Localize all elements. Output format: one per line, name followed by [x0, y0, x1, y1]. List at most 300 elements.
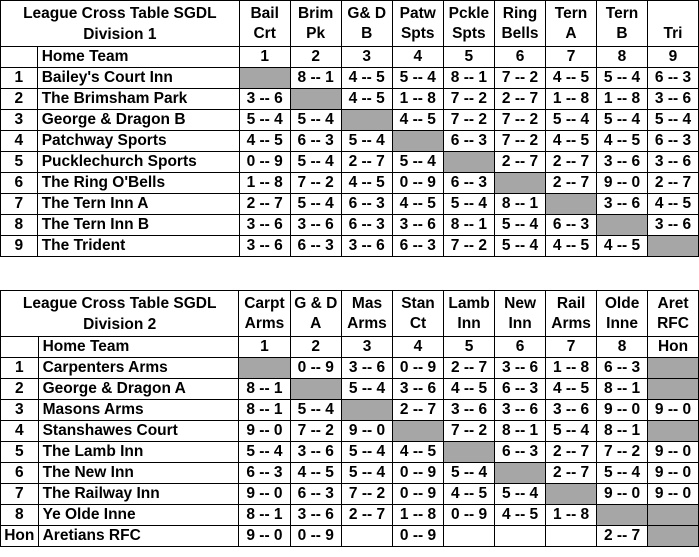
blocked-cell — [648, 505, 699, 526]
result-cell: 4 -- 5 — [597, 131, 648, 152]
table-row — [1, 379, 699, 400]
result-cell: 5 -- 4 — [239, 110, 290, 131]
result-cell: 5 -- 4 — [597, 68, 648, 89]
result-cell — [341, 526, 392, 547]
result-cell: 5 -- 4 — [341, 463, 392, 484]
table-row — [1, 400, 699, 421]
result-cell: 4 -- 5 — [443, 379, 494, 400]
column-number: 8 — [597, 337, 648, 358]
blocked-cell — [290, 379, 341, 400]
result-cell: 7 -- 2 — [290, 173, 341, 194]
division-2-cross-table — [0, 290, 699, 547]
team-name: The Ring O'Bells — [37, 173, 239, 194]
row-number: 7 — [1, 194, 38, 215]
result-cell: 6 -- 3 — [443, 131, 494, 152]
column-header — [443, 1, 494, 47]
column-header-line-1: G & D — [294, 294, 338, 312]
column-header-line-1: Bail — [250, 4, 279, 22]
team-name: Pucklechurch Sports — [37, 152, 239, 173]
result-cell: 3 -- 6 — [341, 236, 392, 257]
blocked-cell — [648, 526, 699, 547]
result-cell: 2 -- 7 — [443, 358, 494, 379]
column-header — [290, 291, 341, 337]
row-number: 1 — [1, 358, 39, 379]
home-team-label: Home Team — [37, 47, 239, 68]
result-cell: 5 -- 4 — [495, 484, 546, 505]
column-header — [393, 291, 444, 337]
result-cell: 9 -- 0 — [341, 421, 392, 442]
column-header-line-2: Spts — [452, 24, 486, 42]
result-cell: 3 -- 6 — [546, 400, 597, 421]
result-cell: 1 -- 8 — [239, 173, 290, 194]
row-number: 2 — [1, 89, 38, 110]
row-number: 5 — [1, 152, 38, 173]
column-number: 1 — [239, 47, 290, 68]
column-number: 9 — [647, 47, 698, 68]
row-number: Hon — [1, 526, 39, 547]
result-cell: 8 -- 1 — [239, 379, 290, 400]
team-name: Patchway Sports — [37, 131, 239, 152]
result-cell: 7 -- 2 — [341, 484, 392, 505]
row-number: 4 — [1, 421, 39, 442]
column-header-line-1: Rail — [556, 294, 586, 312]
column-header — [546, 291, 597, 337]
team-name: The Railway Inn — [38, 484, 239, 505]
table-row — [1, 131, 699, 152]
blocked-cell — [546, 484, 597, 505]
column-number: 5 — [443, 47, 494, 68]
result-cell: 3 -- 6 — [647, 215, 698, 236]
result-cell: 3 -- 6 — [341, 358, 392, 379]
result-cell: 2 -- 7 — [341, 505, 392, 526]
blocked-cell — [239, 68, 290, 89]
result-cell: 2 -- 7 — [341, 152, 392, 173]
column-header-line-2: Arms — [244, 314, 285, 332]
result-cell: 5 -- 4 — [392, 68, 443, 89]
blocked-cell — [597, 505, 648, 526]
result-cell: 6 -- 3 — [290, 484, 341, 505]
column-header-line-2: Inne — [606, 314, 639, 332]
result-cell: 9 -- 0 — [239, 526, 290, 547]
result-cell: 8 -- 1 — [495, 194, 546, 215]
blocked-cell — [648, 421, 699, 442]
column-header-line-2: RFC — [657, 314, 689, 332]
result-cell: 4 -- 5 — [239, 131, 290, 152]
result-cell: 5 -- 4 — [443, 194, 494, 215]
result-cell: 4 -- 5 — [341, 68, 392, 89]
column-header — [648, 291, 699, 337]
result-cell: 4 -- 5 — [495, 505, 546, 526]
team-name: The New Inn — [38, 463, 239, 484]
table-row — [1, 152, 699, 173]
column-header-line-2: B — [616, 24, 628, 42]
result-cell: 7 -- 2 — [495, 68, 546, 89]
column-header-line-2: Inn — [457, 314, 481, 332]
column-header-line-1: Olde — [604, 294, 640, 312]
result-cell: 9 -- 0 — [239, 421, 290, 442]
column-header-line-1: Ring — [502, 4, 538, 22]
title-line-2: Division 2 — [83, 315, 157, 333]
blocked-cell — [341, 400, 392, 421]
column-header-line-2: Crt — [253, 24, 276, 42]
column-header-line-1: Patw — [399, 4, 436, 22]
row-number: 7 — [1, 484, 39, 505]
result-cell: 3 -- 6 — [647, 152, 698, 173]
result-cell: 7 -- 2 — [443, 110, 494, 131]
header-row — [1, 1, 699, 47]
result-cell: 6 -- 3 — [647, 68, 698, 89]
result-cell: 8 -- 1 — [239, 400, 290, 421]
table-row — [1, 505, 699, 526]
table-row — [1, 484, 699, 505]
result-cell: 7 -- 2 — [443, 236, 494, 257]
row-number: 8 — [1, 505, 39, 526]
result-cell: 4 -- 5 — [597, 236, 648, 257]
result-cell: 2 -- 7 — [546, 463, 597, 484]
result-cell: 0 -- 9 — [393, 358, 444, 379]
column-number: 4 — [393, 337, 444, 358]
result-cell: 2 -- 7 — [546, 152, 597, 173]
result-cell: 4 -- 5 — [443, 484, 494, 505]
result-cell: 9 -- 0 — [597, 484, 648, 505]
result-cell — [495, 526, 546, 547]
result-cell: 6 -- 3 — [546, 215, 597, 236]
table-row — [1, 421, 699, 442]
row-number: 1 — [1, 68, 38, 89]
result-cell: 6 -- 3 — [495, 442, 546, 463]
result-cell: 3 -- 6 — [443, 400, 494, 421]
division-1-cross-table — [0, 0, 699, 257]
title-line-1: League Cross Table SGDL — [23, 4, 217, 22]
column-header-line-1: G& D — [347, 4, 387, 22]
result-cell: 6 -- 3 — [443, 173, 494, 194]
result-cell: 3 -- 6 — [239, 215, 290, 236]
result-cell: 4 -- 5 — [341, 89, 392, 110]
table-row — [1, 442, 699, 463]
table-row — [1, 463, 699, 484]
result-cell: 7 -- 2 — [443, 89, 494, 110]
team-name: Stanshawes Court — [38, 421, 239, 442]
column-number: 1 — [239, 337, 290, 358]
result-cell: 4 -- 5 — [392, 110, 443, 131]
result-cell: 3 -- 6 — [495, 400, 546, 421]
column-header-line-2: Arms — [347, 314, 387, 332]
result-cell — [443, 526, 494, 547]
result-cell: 5 -- 4 — [597, 110, 648, 131]
result-cell: 8 -- 1 — [597, 379, 648, 400]
result-cell: 1 -- 8 — [393, 505, 444, 526]
column-header-line-1: Tern — [554, 4, 588, 22]
result-cell: 7 -- 2 — [443, 421, 494, 442]
column-header-line-2: Spts — [400, 24, 435, 42]
column-header-line-2: Bells — [501, 24, 539, 42]
team-name: The Trident — [37, 236, 239, 257]
column-header-line-2: Inn — [508, 314, 532, 332]
result-cell: 6 -- 3 — [341, 215, 392, 236]
result-cell: 4 -- 5 — [290, 463, 341, 484]
row-number: 2 — [1, 379, 39, 400]
result-cell: 2 -- 7 — [393, 400, 444, 421]
result-cell: 2 -- 7 — [495, 89, 546, 110]
column-number: 7 — [546, 47, 597, 68]
result-cell: 7 -- 2 — [495, 131, 546, 152]
column-header — [495, 291, 546, 337]
result-cell: 2 -- 7 — [546, 442, 597, 463]
row-number: 3 — [1, 110, 38, 131]
blocked-cell — [392, 131, 443, 152]
result-cell: 8 -- 1 — [443, 215, 494, 236]
table-row — [1, 526, 699, 547]
column-header — [597, 1, 648, 47]
result-cell: 5 -- 4 — [495, 236, 546, 257]
result-cell: 1 -- 8 — [597, 89, 648, 110]
blocked-cell — [546, 194, 597, 215]
table-row — [1, 89, 699, 110]
column-header-line-1: Stan — [401, 294, 435, 312]
row-number: 6 — [1, 463, 39, 484]
result-cell: 8 -- 1 — [239, 505, 290, 526]
result-cell: 6 -- 3 — [341, 194, 392, 215]
column-number: 3 — [341, 47, 392, 68]
result-cell: 2 -- 7 — [647, 173, 698, 194]
result-cell: 7 -- 2 — [597, 442, 648, 463]
result-cell: 2 -- 7 — [597, 526, 648, 547]
column-header-line-2: Tri — [663, 24, 683, 42]
column-header-line-1: Mas — [351, 294, 383, 312]
result-cell: 5 -- 4 — [597, 463, 648, 484]
team-name: The Lamb Inn — [38, 442, 239, 463]
result-cell — [546, 526, 597, 547]
team-name: The Tern Inn A — [37, 194, 239, 215]
result-cell: 6 -- 3 — [239, 463, 290, 484]
blank-cell — [1, 337, 39, 358]
result-cell: 5 -- 4 — [290, 400, 341, 421]
result-cell: 8 -- 1 — [495, 421, 546, 442]
team-name: Aretians RFC — [38, 526, 239, 547]
result-cell: 5 -- 4 — [290, 152, 341, 173]
result-cell: 6 -- 3 — [495, 379, 546, 400]
blocked-cell — [648, 358, 699, 379]
blocked-cell — [648, 379, 699, 400]
result-cell: 2 -- 7 — [546, 173, 597, 194]
column-header-line-1: Carpt — [244, 294, 285, 312]
table-row — [1, 215, 699, 236]
table-row — [1, 358, 699, 379]
column-header — [597, 291, 648, 337]
result-cell: 6 -- 3 — [290, 131, 341, 152]
blocked-cell — [443, 152, 494, 173]
result-cell: 1 -- 8 — [392, 89, 443, 110]
result-cell: 3 -- 6 — [290, 442, 341, 463]
result-cell: 4 -- 5 — [546, 379, 597, 400]
result-cell: 2 -- 7 — [495, 152, 546, 173]
result-cell: 0 -- 9 — [393, 526, 444, 547]
column-number: 8 — [597, 47, 648, 68]
result-cell: 6 -- 3 — [290, 236, 341, 257]
column-header — [341, 1, 392, 47]
table-title — [1, 291, 239, 337]
table-row — [1, 173, 699, 194]
column-header — [290, 1, 341, 47]
result-cell: 4 -- 5 — [393, 442, 444, 463]
column-header — [546, 1, 597, 47]
result-cell: 3 -- 6 — [597, 152, 648, 173]
column-header-line-1: Aret — [657, 294, 689, 312]
result-cell: 9 -- 0 — [597, 173, 648, 194]
result-cell: 5 -- 4 — [392, 152, 443, 173]
team-name: The Tern Inn B — [37, 215, 239, 236]
column-header-line-2: Pk — [306, 24, 326, 42]
column-header — [495, 1, 546, 47]
column-header-line-2: A — [310, 314, 322, 332]
blocked-cell — [393, 421, 444, 442]
column-number-row — [1, 337, 699, 358]
result-cell: 6 -- 3 — [392, 236, 443, 257]
team-name: Masons Arms — [38, 400, 239, 421]
result-cell: 5 -- 4 — [546, 421, 597, 442]
column-number: 4 — [392, 47, 443, 68]
result-cell: 3 -- 6 — [647, 89, 698, 110]
result-cell: 5 -- 4 — [341, 131, 392, 152]
table-row — [1, 110, 699, 131]
column-header — [443, 291, 494, 337]
title-line-1: League Cross Table SGDL — [22, 294, 217, 312]
blocked-cell — [341, 110, 392, 131]
result-cell: 9 -- 0 — [648, 400, 699, 421]
result-cell: 9 -- 0 — [648, 484, 699, 505]
blocked-cell — [495, 463, 546, 484]
result-cell: 4 -- 5 — [546, 131, 597, 152]
result-cell: 5 -- 4 — [341, 379, 392, 400]
team-name: George & Dragon B — [37, 110, 239, 131]
table-row — [1, 194, 699, 215]
blocked-cell — [597, 215, 648, 236]
column-header — [341, 291, 392, 337]
column-number: 2 — [290, 47, 341, 68]
column-number: 3 — [341, 337, 392, 358]
result-cell: 8 -- 1 — [443, 68, 494, 89]
column-number-row — [1, 47, 699, 68]
blocked-cell — [443, 442, 494, 463]
column-header-line-1: Tern — [605, 4, 639, 22]
blank-cell — [1, 47, 38, 68]
team-name: Ye Olde Inne — [38, 505, 239, 526]
result-cell: 5 -- 4 — [443, 463, 494, 484]
result-cell: 3 -- 6 — [239, 236, 290, 257]
result-cell: 3 -- 6 — [393, 379, 444, 400]
result-cell: 0 -- 9 — [443, 505, 494, 526]
row-number: 3 — [1, 400, 39, 421]
team-name: Carpenters Arms — [38, 358, 239, 379]
result-cell: 0 -- 9 — [393, 484, 444, 505]
column-header-line-2: B — [361, 24, 373, 42]
table-row — [1, 68, 699, 89]
result-cell: 1 -- 8 — [546, 505, 597, 526]
column-header-line-1: Brim — [297, 4, 334, 22]
result-cell: 8 -- 1 — [290, 68, 341, 89]
column-header — [392, 1, 443, 47]
column-number: Hon — [648, 337, 699, 358]
header-row — [1, 291, 699, 337]
column-header-line-2: A — [565, 24, 577, 42]
result-cell: 3 -- 6 — [290, 505, 341, 526]
result-cell: 0 -- 9 — [239, 152, 290, 173]
result-cell: 4 -- 5 — [546, 236, 597, 257]
blocked-cell — [647, 236, 698, 257]
column-header-line-1: Pckle — [448, 4, 490, 22]
result-cell: 0 -- 9 — [392, 173, 443, 194]
result-cell: 8 -- 1 — [597, 421, 648, 442]
result-cell: 3 -- 6 — [239, 89, 290, 110]
team-name: The Brimsham Park — [37, 89, 239, 110]
result-cell: 1 -- 8 — [546, 358, 597, 379]
team-name: Bailey's Court Inn — [37, 68, 239, 89]
column-header-line-1: New — [504, 294, 537, 312]
result-cell: 7 -- 2 — [290, 421, 341, 442]
result-cell: 9 -- 0 — [648, 463, 699, 484]
column-header-line-2: Arms — [551, 314, 591, 332]
result-cell: 4 -- 5 — [546, 68, 597, 89]
table-row — [1, 236, 699, 257]
result-cell: 5 -- 4 — [341, 442, 392, 463]
result-cell: 3 -- 6 — [495, 358, 546, 379]
result-cell: 3 -- 6 — [290, 215, 341, 236]
result-cell: 5 -- 4 — [647, 110, 698, 131]
result-cell: 9 -- 0 — [239, 484, 290, 505]
result-cell: 4 -- 5 — [392, 194, 443, 215]
column-number: 7 — [546, 337, 597, 358]
column-header-line-2: Ct — [409, 314, 427, 332]
blocked-cell — [239, 358, 290, 379]
blocked-cell — [290, 89, 341, 110]
result-cell: 5 -- 4 — [546, 110, 597, 131]
column-header — [239, 1, 290, 47]
result-cell: 9 -- 0 — [597, 400, 648, 421]
result-cell: 5 -- 4 — [290, 194, 341, 215]
row-number: 8 — [1, 215, 38, 236]
result-cell: 1 -- 8 — [546, 89, 597, 110]
blocked-cell — [495, 173, 546, 194]
row-number: 5 — [1, 442, 39, 463]
result-cell: 4 -- 5 — [647, 194, 698, 215]
result-cell: 0 -- 9 — [290, 526, 341, 547]
row-number: 9 — [1, 236, 38, 257]
team-name: George & Dragon A — [38, 379, 239, 400]
result-cell: 9 -- 0 — [648, 442, 699, 463]
result-cell: 5 -- 4 — [495, 215, 546, 236]
result-cell: 3 -- 6 — [597, 194, 648, 215]
column-header-line-1 — [648, 4, 698, 24]
result-cell: 5 -- 4 — [239, 442, 290, 463]
result-cell: 6 -- 3 — [647, 131, 698, 152]
result-cell: 4 -- 5 — [341, 173, 392, 194]
table-title — [1, 1, 240, 47]
column-header — [239, 291, 290, 337]
result-cell: 5 -- 4 — [290, 110, 341, 131]
result-cell: 6 -- 3 — [597, 358, 648, 379]
result-cell: 0 -- 9 — [290, 358, 341, 379]
result-cell: 7 -- 2 — [495, 110, 546, 131]
result-cell: 0 -- 9 — [393, 463, 444, 484]
result-cell: 2 -- 7 — [239, 194, 290, 215]
column-number: 6 — [495, 337, 546, 358]
column-header — [647, 1, 698, 47]
result-cell: 3 -- 6 — [392, 215, 443, 236]
title-line-2: Division 1 — [83, 25, 157, 43]
column-header-line-1: Lamb — [448, 294, 490, 312]
column-number: 2 — [290, 337, 341, 358]
column-number: 6 — [495, 47, 546, 68]
